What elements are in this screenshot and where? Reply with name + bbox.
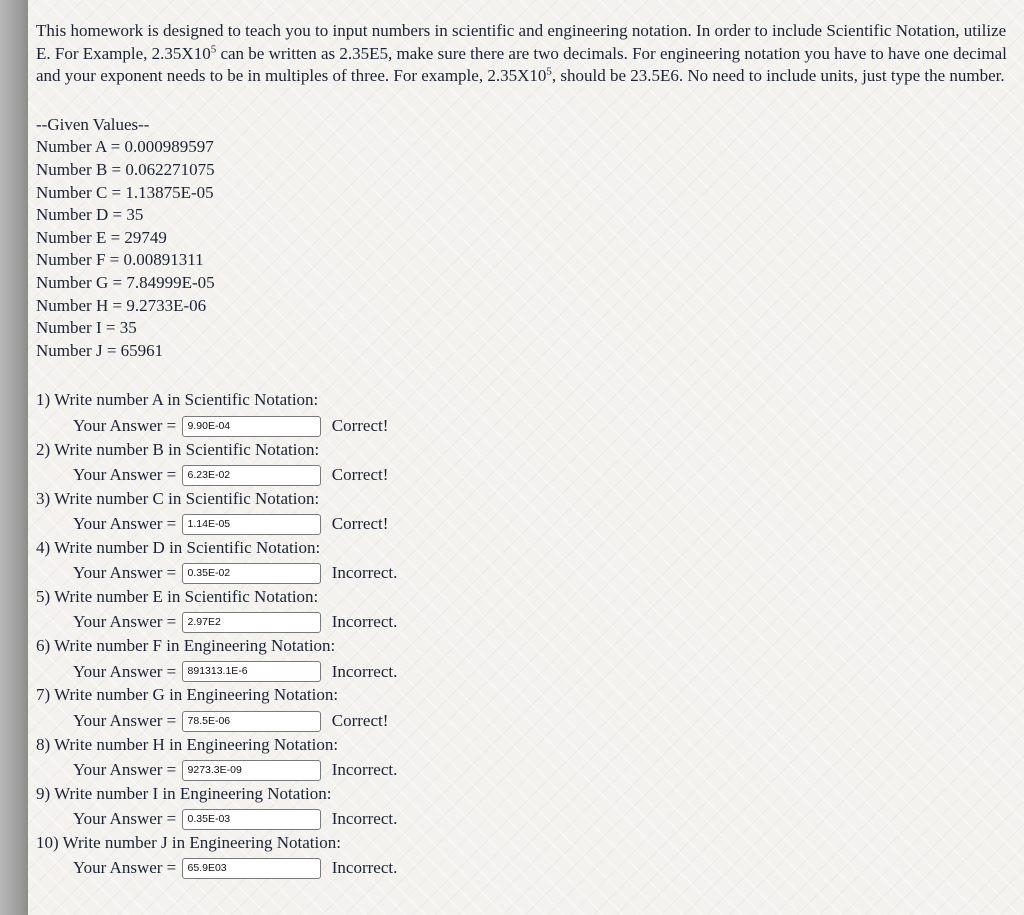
answer-label: Your Answer = [73, 858, 177, 878]
answer-row [36, 659, 1024, 684]
given-value-d: Number D = 35 [36, 205, 144, 225]
given-value-h: Number H = 9.2733E-06 [36, 295, 207, 315]
question-2 [36, 438, 1024, 487]
question-prompt: 8) Write number H in Engineering Notation: [36, 734, 339, 754]
given-values-header: --Given Values-- [36, 114, 150, 134]
answer-row [36, 560, 1024, 585]
answer-row [36, 856, 1024, 881]
answer-row [36, 413, 1024, 438]
question-list [36, 388, 1024, 880]
question-prompt: 3) Write number C in Scientific Notation: [36, 488, 320, 508]
given-value-i: Number I = 35 [36, 318, 137, 338]
answer-label: Your Answer = [73, 563, 177, 583]
instructions-text-2: can be written as 2.35E5, make sure there are two decimals. For engineering notation you have to have one decimal and your exponent needs to be in multiples of three. For example, 2.35X10 [36, 43, 1007, 86]
question-prompt: 1) Write number A in Scientific Notation: [36, 390, 319, 410]
answer-input[interactable]: 6.23E-02 [182, 465, 321, 486]
answer-status: Correct! [331, 710, 389, 730]
instructions-paragraph [36, 20, 1024, 88]
instructions-exponent-2: 5 [546, 65, 552, 78]
answer-input[interactable]: 1.14E-05 [182, 514, 321, 535]
answer-input[interactable]: 0.35E-03 [182, 809, 321, 830]
answer-status: Correct! [331, 514, 389, 534]
answer-row [36, 610, 1024, 635]
answer-status: Incorrect. [331, 661, 398, 681]
question-prompt: 4) Write number D in Scientific Notation: [36, 537, 321, 557]
answer-status: Incorrect. [331, 563, 398, 583]
answer-input[interactable]: 0.35E-02 [182, 563, 321, 584]
given-value-e: Number E = 29749 [36, 227, 167, 247]
instructions-exponent-1: 5 [210, 42, 217, 55]
given-value-c: Number C = 1.13875E-05 [36, 182, 214, 202]
answer-input[interactable]: 9.90E-04 [182, 416, 321, 437]
given-value-b: Number B = 0.062271075 [36, 159, 215, 179]
question-prompt: 6) Write number F in Engineering Notation: [36, 636, 336, 656]
given-value-a: Number A = 0.000989597 [36, 137, 214, 157]
answer-input[interactable]: 78.5E-06 [182, 711, 321, 732]
instructions-text-1: This homework is designed to teach you to input numbers in scientific and engineering notation. In order to include Scientific Notation, utilize E. For Example, 2.35X10 [36, 21, 1007, 63]
given-values [36, 114, 1024, 363]
answer-status: Correct! [331, 415, 389, 435]
question-5 [36, 585, 1024, 634]
answer-label: Your Answer = [73, 661, 177, 681]
question-8 [36, 733, 1024, 782]
answer-label: Your Answer = [73, 710, 177, 730]
answer-input[interactable]: 65.9E03 [182, 858, 321, 879]
answer-input[interactable]: 9273.3E-09 [182, 760, 321, 781]
answer-row [36, 757, 1024, 782]
question-7 [36, 683, 1024, 732]
given-value-g: Number G = 7.84999E-05 [36, 272, 215, 292]
answer-status: Incorrect. [331, 612, 398, 632]
instructions-text-3: , should be 23.5E6. No need to include units, just type the number. [551, 66, 1005, 86]
question-prompt: 9) Write number I in Engineering Notation: [36, 783, 332, 803]
answer-row [36, 708, 1024, 733]
answer-row [36, 511, 1024, 536]
answer-status: Incorrect. [331, 760, 398, 780]
answer-status: Incorrect. [331, 809, 398, 829]
homework-page [28, 0, 1024, 915]
question-4 [36, 536, 1024, 585]
question-prompt: 7) Write number G in Engineering Notation: [36, 685, 339, 705]
answer-row [36, 806, 1024, 831]
question-prompt: 5) Write number E in Scientific Notation: [36, 587, 319, 607]
question-1 [36, 388, 1024, 437]
left-rail [0, 0, 28, 915]
given-value-f: Number F = 0.00891311 [36, 250, 204, 270]
answer-input[interactable]: 2.97E2 [182, 612, 321, 633]
answer-label: Your Answer = [73, 612, 177, 632]
question-10 [36, 831, 1024, 880]
answer-label: Your Answer = [73, 514, 177, 534]
question-9 [36, 782, 1024, 831]
answer-status: Correct! [331, 464, 389, 484]
question-prompt: 10) Write number J in Engineering Notation: [36, 833, 341, 852]
answer-input[interactable]: 891313.1E-6 [182, 661, 321, 682]
answer-row [36, 462, 1024, 487]
answer-label: Your Answer = [73, 415, 177, 435]
question-6 [36, 634, 1024, 683]
answer-status: Incorrect. [331, 858, 398, 878]
answer-label: Your Answer = [73, 809, 177, 829]
question-prompt: 2) Write number B in Scientific Notation: [36, 439, 320, 459]
homework-content [36, 20, 1024, 880]
answer-label: Your Answer = [73, 760, 177, 780]
question-3 [36, 487, 1024, 536]
given-value-j: Number J = 65961 [36, 340, 164, 360]
answer-label: Your Answer = [73, 464, 177, 484]
